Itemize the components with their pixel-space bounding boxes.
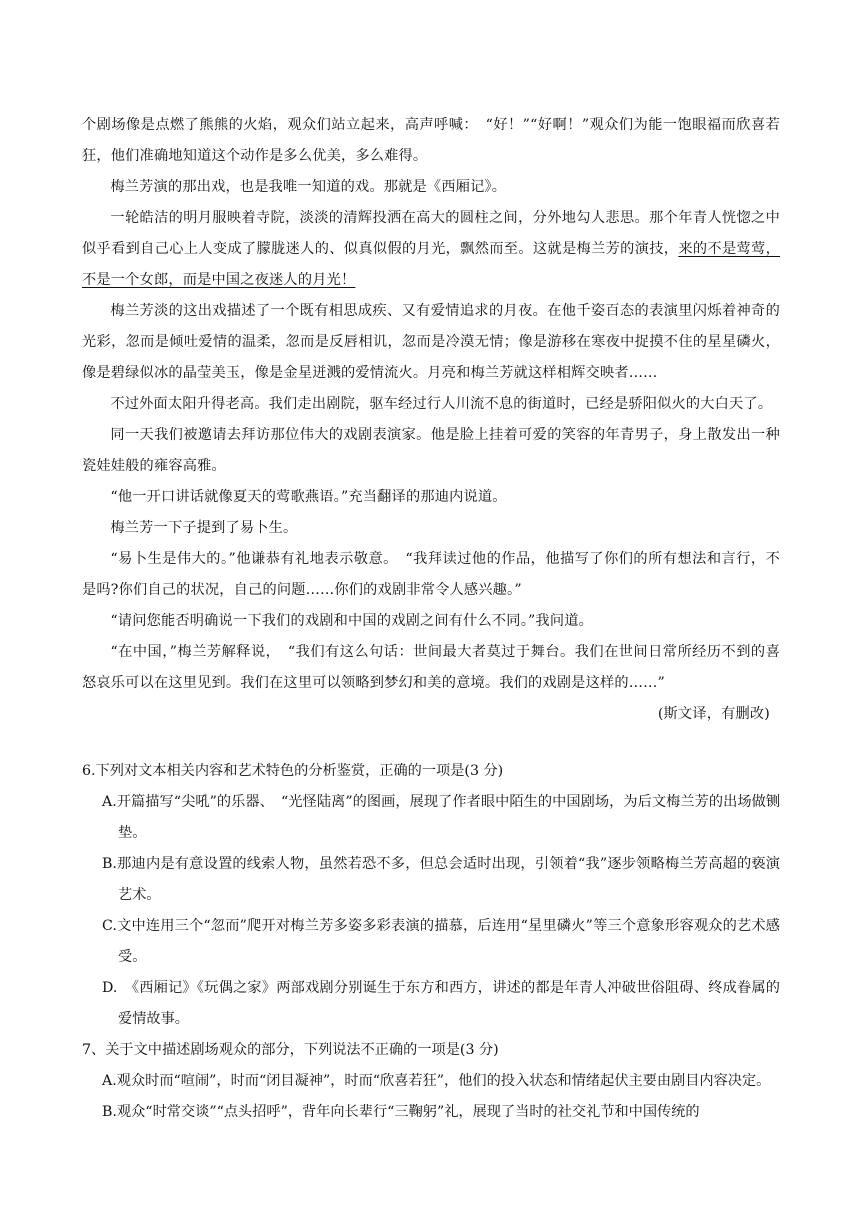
paragraph-3 — [82, 203, 780, 296]
paragraph-8: 梅兰芳一下子提到了易卜生。 — [110, 520, 298, 536]
question-6-option-c: C.文中连用三个“忽而”爬开对梅兰芳多姿多彩表演的描慕，后连用“星里磷火”等三个意象形容观众的艺术感受。 — [102, 918, 780, 965]
question-6-option-b: B.那迪内是有意设置的线索人物，虽然若恐不多，但总会适时出现，引领着“我”逐步领略梅兰芳高超的亵演艺术。 — [102, 856, 780, 903]
question-6-option-a: A.开篇描写“尖吼”的乐器、 “光怪陆离”的图画，展现了作者眼中陌生的中国剧场，为后文梅兰芳的出场做铡垫。 — [102, 794, 780, 841]
question-7-stem: 7、关于文中描述剧场观众的部分，下列说法不正确的一项是(3 分) — [82, 1042, 499, 1058]
paragraph-1: 个剧场像是点燃了熊熊的火焰，观众们站立起来，高声呼喊： “好！”“好啊！”观众们为能一饱眼福而欣喜若狂，他们准确地知道这个动作是多么优美，多么难得。 — [82, 117, 780, 164]
question-7-option-a: A.观众时而“喧闹”，时而“闭目凝神”，时而“欣喜若狂”，他们的投入状态和情绪起伏主要由剧目内容决定。 — [102, 1073, 771, 1089]
paragraph-4: 梅兰芳淡的这出戏描述了一个既有相思成疾、又有爱情追求的月夜。在他千姿百态的表演里闪烁着神奇的光彩，忽而是倾吐爱情的温柔，忽而是反唇相讥，忽而是冷漠无情；像是游移在寒夜中捉摸不住的星星磷火，像是碧绿似冰的晶莹美玉，像是金星迸溅的爱情流火。月亮和梅兰芳就这样相辉交映者…… — [82, 303, 780, 381]
underlined-sentence: 来的不是莺莺，不是一个女郎，而是中国之夜迷人的月光！ — [82, 241, 781, 288]
paragraph-10: “请问您能否明确说一下我们的戏剧和中国的戏剧之间有什么不同。”我问道。 — [110, 613, 593, 629]
question-7-option-b: B.观众“时常交谈”“点头招呼”，背年向长辈行“三鞠躬”礼，展现了当时的社交礼节和中国传统的 — [102, 1104, 700, 1120]
question-6-stem: 6.下列对文本相关内容和艺术特色的分析鉴赏，正确的一项是(3 分) — [82, 763, 504, 779]
paragraph-6: 同一天我们被邀请去拜访那位伟大的戏剧表演家。他是脸上挂着可爱的笑容的年青男子，身上散发出一种瓷娃娃般的雍容高雅。 — [82, 427, 780, 474]
paragraph-2: 梅兰芳演的那出戏，也是我唯一知道的戏。那就是《西厢记》。 — [110, 179, 507, 195]
paragraph-3-text: 一轮皓洁的明月服映着寺院，淡淡的清辉投洒在高大的圆柱之间，分外地勾人悲思。那个年青人恍惚之中似乎看到自己心上人变成了朦胧迷人的、似真似假的月光，飘然而至。这就是梅兰芳的演技， — [82, 210, 780, 257]
question-6-option-d: D. 《西厢记》《玩偶之家》两部戏剧分别诞生于东方和西方，讲述的都是年青人冲破世俗阻碍、终成眷属的爱情故事。 — [102, 980, 780, 1027]
paragraph-5: 不过外面太阳升得老高。我们走出剧院，驱车经过行人川流不息的街道时，已经是骄阳似火的大白天了。 — [110, 396, 773, 412]
source-note: (斯文译，有删改) — [657, 706, 770, 722]
paragraph-9: “易卜生是伟大的。”他谦恭有礼地表示敬意。 “我拜读过他的作品，他描写了你们的所有想法和言行，不是吗?你们自己的状况，自己的问题……你们的戏剧非常令人感兴趣。” — [82, 551, 780, 598]
section-gap — [82, 730, 780, 756]
paragraph-7: “他一开口讲话就像夏天的莺歌燕语。”充当翻译的那迪内说道。 — [110, 489, 507, 505]
paragraph-11: “在中国，”梅兰芳解释说， “我们有这么句话：世间最大者莫过于舞台。我们在世间日常所经历不到的喜怒哀乐可以在这里见到。我们在这里可以领略到梦幻和美的意境。我们的戏剧是这样的……” — [82, 644, 780, 691]
